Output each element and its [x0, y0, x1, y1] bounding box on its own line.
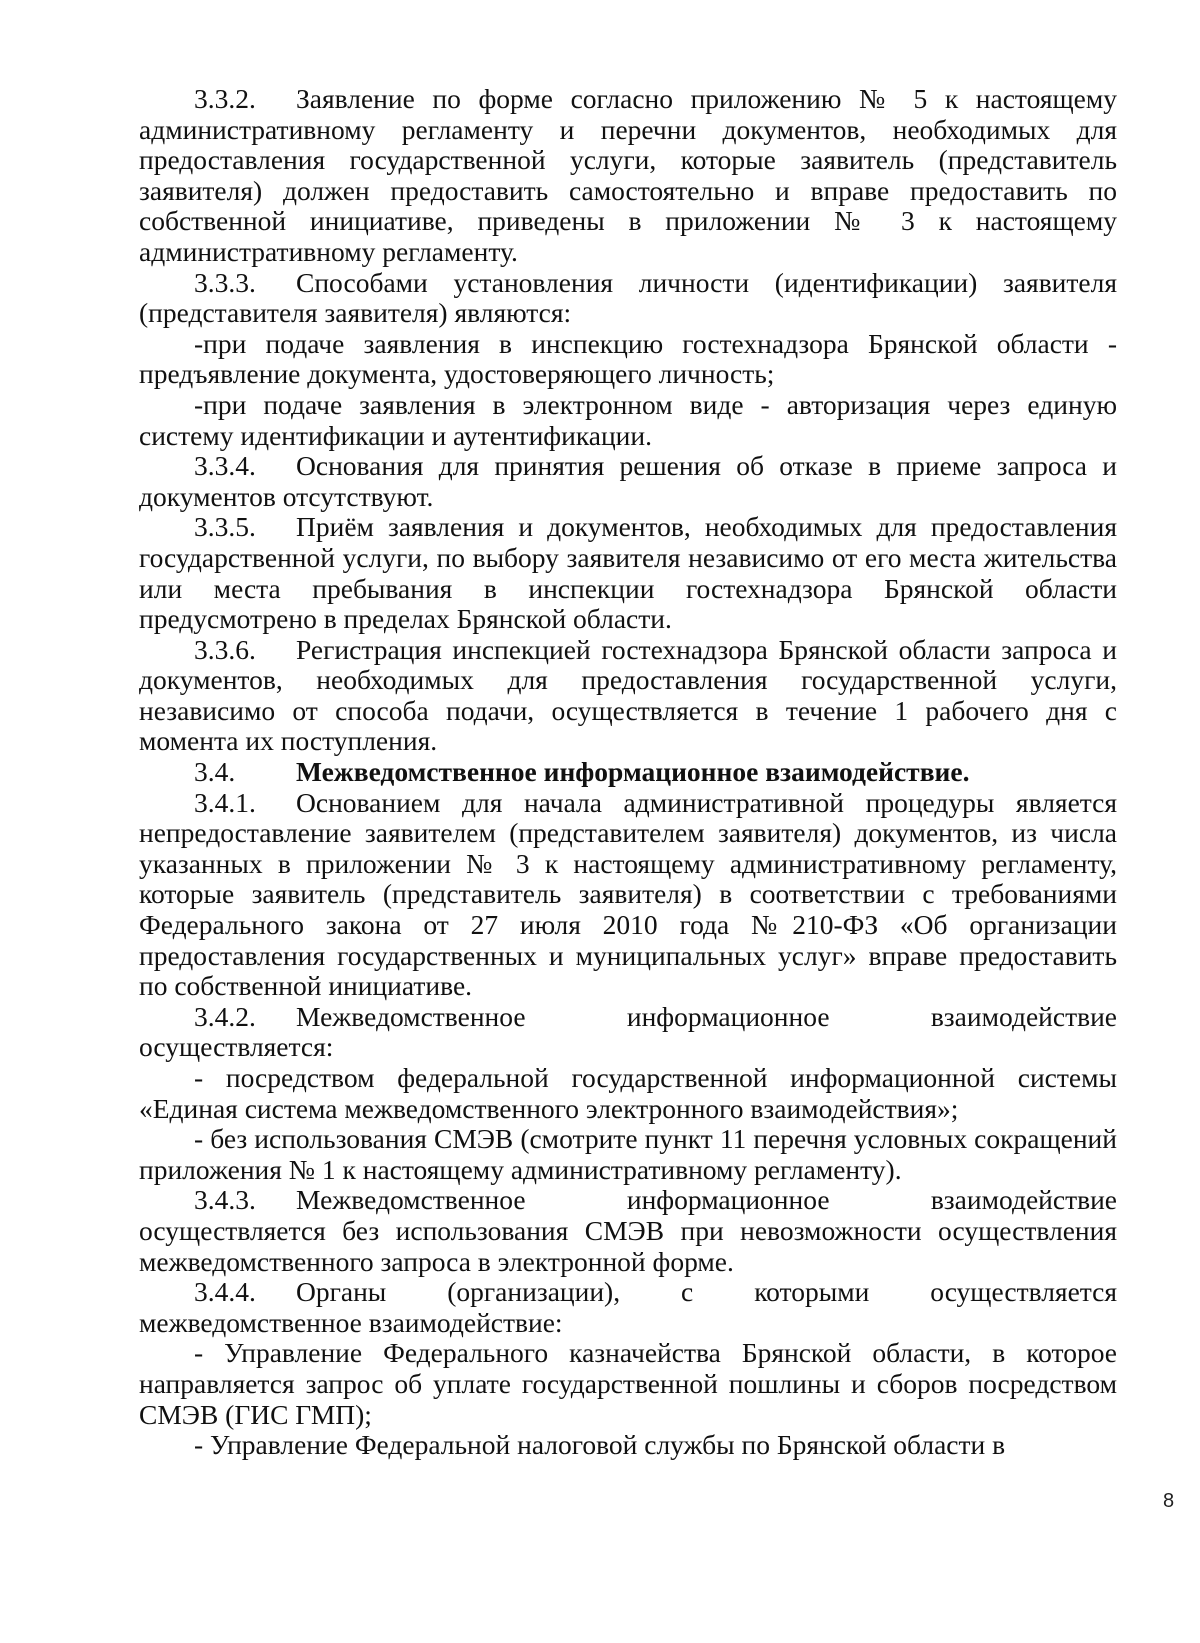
list-item-text: -при подаче заявления в инспекцию гостехнадзора Брянской области - предъявление документа, удостоверяющего личность;	[139, 327, 1117, 390]
section-number: 3.4.2.	[194, 1000, 256, 1032]
paragraph-text: Органы (организации), с которыми осуществляется межведомственное взаимодействие:	[139, 1276, 1117, 1338]
section-number: 3.4.	[194, 756, 236, 788]
paragraph-3-3-3	[139, 268, 1117, 329]
section-heading: Межведомственное информационное взаимодействие.	[296, 756, 970, 788]
paragraph-text: Межведомственное информационное взаимодействие осуществляется:	[139, 1000, 1117, 1063]
section-number: 3.3.2.	[194, 83, 256, 114]
list-item	[139, 329, 1117, 390]
document-page	[139, 84, 1117, 1461]
list-item	[139, 390, 1117, 451]
paragraph-3-4-4	[139, 1277, 1117, 1338]
paragraph-text: Приём заявления и документов, необходимых для предоставления государственной услуги, по выбору заявителя независимо от его места жительства или места пребывания в инспекции гостехнадзора Брянской области предусмотрено в пределах Брянской области.	[139, 511, 1117, 635]
section-number: 3.4.1.	[194, 786, 256, 818]
section-heading-3-4	[139, 757, 1117, 788]
paragraph-text: Заявление по форме согласно приложению № 5 к настоящему административному регламенту и перечни документов, необходимых для предоставления государственной услуги, которые заявитель (представитель заявителя) должен предоставить самостоятельно и вправе предоставить по собственной инициативе, приведены в приложении № 3 к настоящему административному регламенту.	[139, 83, 1117, 267]
list-item-text: - Управление Федеральной налоговой службы по Брянской области в	[194, 1429, 1006, 1461]
section-number: 3.3.3.	[194, 266, 256, 298]
paragraph-3-4-1	[139, 788, 1117, 1002]
paragraph-3-4-3	[139, 1185, 1117, 1277]
paragraph-text: Межведомственное информационное взаимодействие осуществляется без использования СМЭВ при невозможности осуществления межведомственного запроса в электронной форме.	[139, 1184, 1117, 1277]
list-item-text: -при подаче заявления в электронном виде - авторизация через единую систему идентификации и аутентификации.	[139, 388, 1117, 451]
list-item-text: - без использования СМЭВ (смотрите пункт 11 перечня условных сокращений приложения № 1 к настоящему административному регламенту).	[139, 1123, 1117, 1185]
list-item-text: - посредством федеральной государственной информационной системы «Единая система межведомственного электронного взаимодействия»;	[139, 1062, 1117, 1124]
section-number: 3.3.4.	[194, 450, 256, 482]
paragraph-3-3-4	[139, 451, 1117, 512]
paragraph-text: Регистрация инспекцией гостехнадзора Брянской области запроса и документов, необходимых для предоставления государственной услуги, независимо от способа подачи, осуществляется в течение 1 рабочего дня с момента их поступления.	[139, 633, 1117, 757]
list-item-text: - Управление Федерального казначейства Брянской области, в которое направляется запрос об уплате государственной пошлины и сборов посредством СМЭВ (ГИС ГМП);	[139, 1337, 1117, 1430]
list-item	[139, 1124, 1117, 1185]
section-number: 3.4.4.	[194, 1276, 256, 1308]
paragraph-text: Основанием для начала административной процедуры является непредоставление заявителем (представителем заявителя) документов, из числа указанных в приложении № 3 к настоящему административному регламенту, которые заявитель (представитель заявителя) в соответствии с требованиями Федерального закона от 27 июля 2010 года №210-ФЗ «Об организации предоставления государственных и муниципальных услуг» вправе предоставить по собственной инициативе.	[139, 786, 1117, 1002]
list-item	[139, 1430, 1117, 1461]
list-item	[139, 1338, 1117, 1430]
paragraph-3-3-5	[139, 512, 1117, 634]
page-number: 8	[1163, 1490, 1175, 1512]
list-item	[139, 1063, 1117, 1124]
paragraph-3-3-6	[139, 635, 1117, 757]
paragraph-3-3-2	[139, 84, 1117, 268]
section-number: 3.4.3.	[194, 1184, 256, 1216]
paragraph-text: Способами установления личности (идентификации) заявителя (представителя заявителя) являются:	[139, 266, 1117, 329]
section-number: 3.3.5.	[194, 511, 256, 543]
paragraph-text: Основания для принятия решения об отказе в приеме запроса и документов отсутствуют.	[139, 450, 1117, 512]
section-number: 3.3.6.	[194, 633, 256, 665]
paragraph-3-4-2	[139, 1002, 1117, 1063]
